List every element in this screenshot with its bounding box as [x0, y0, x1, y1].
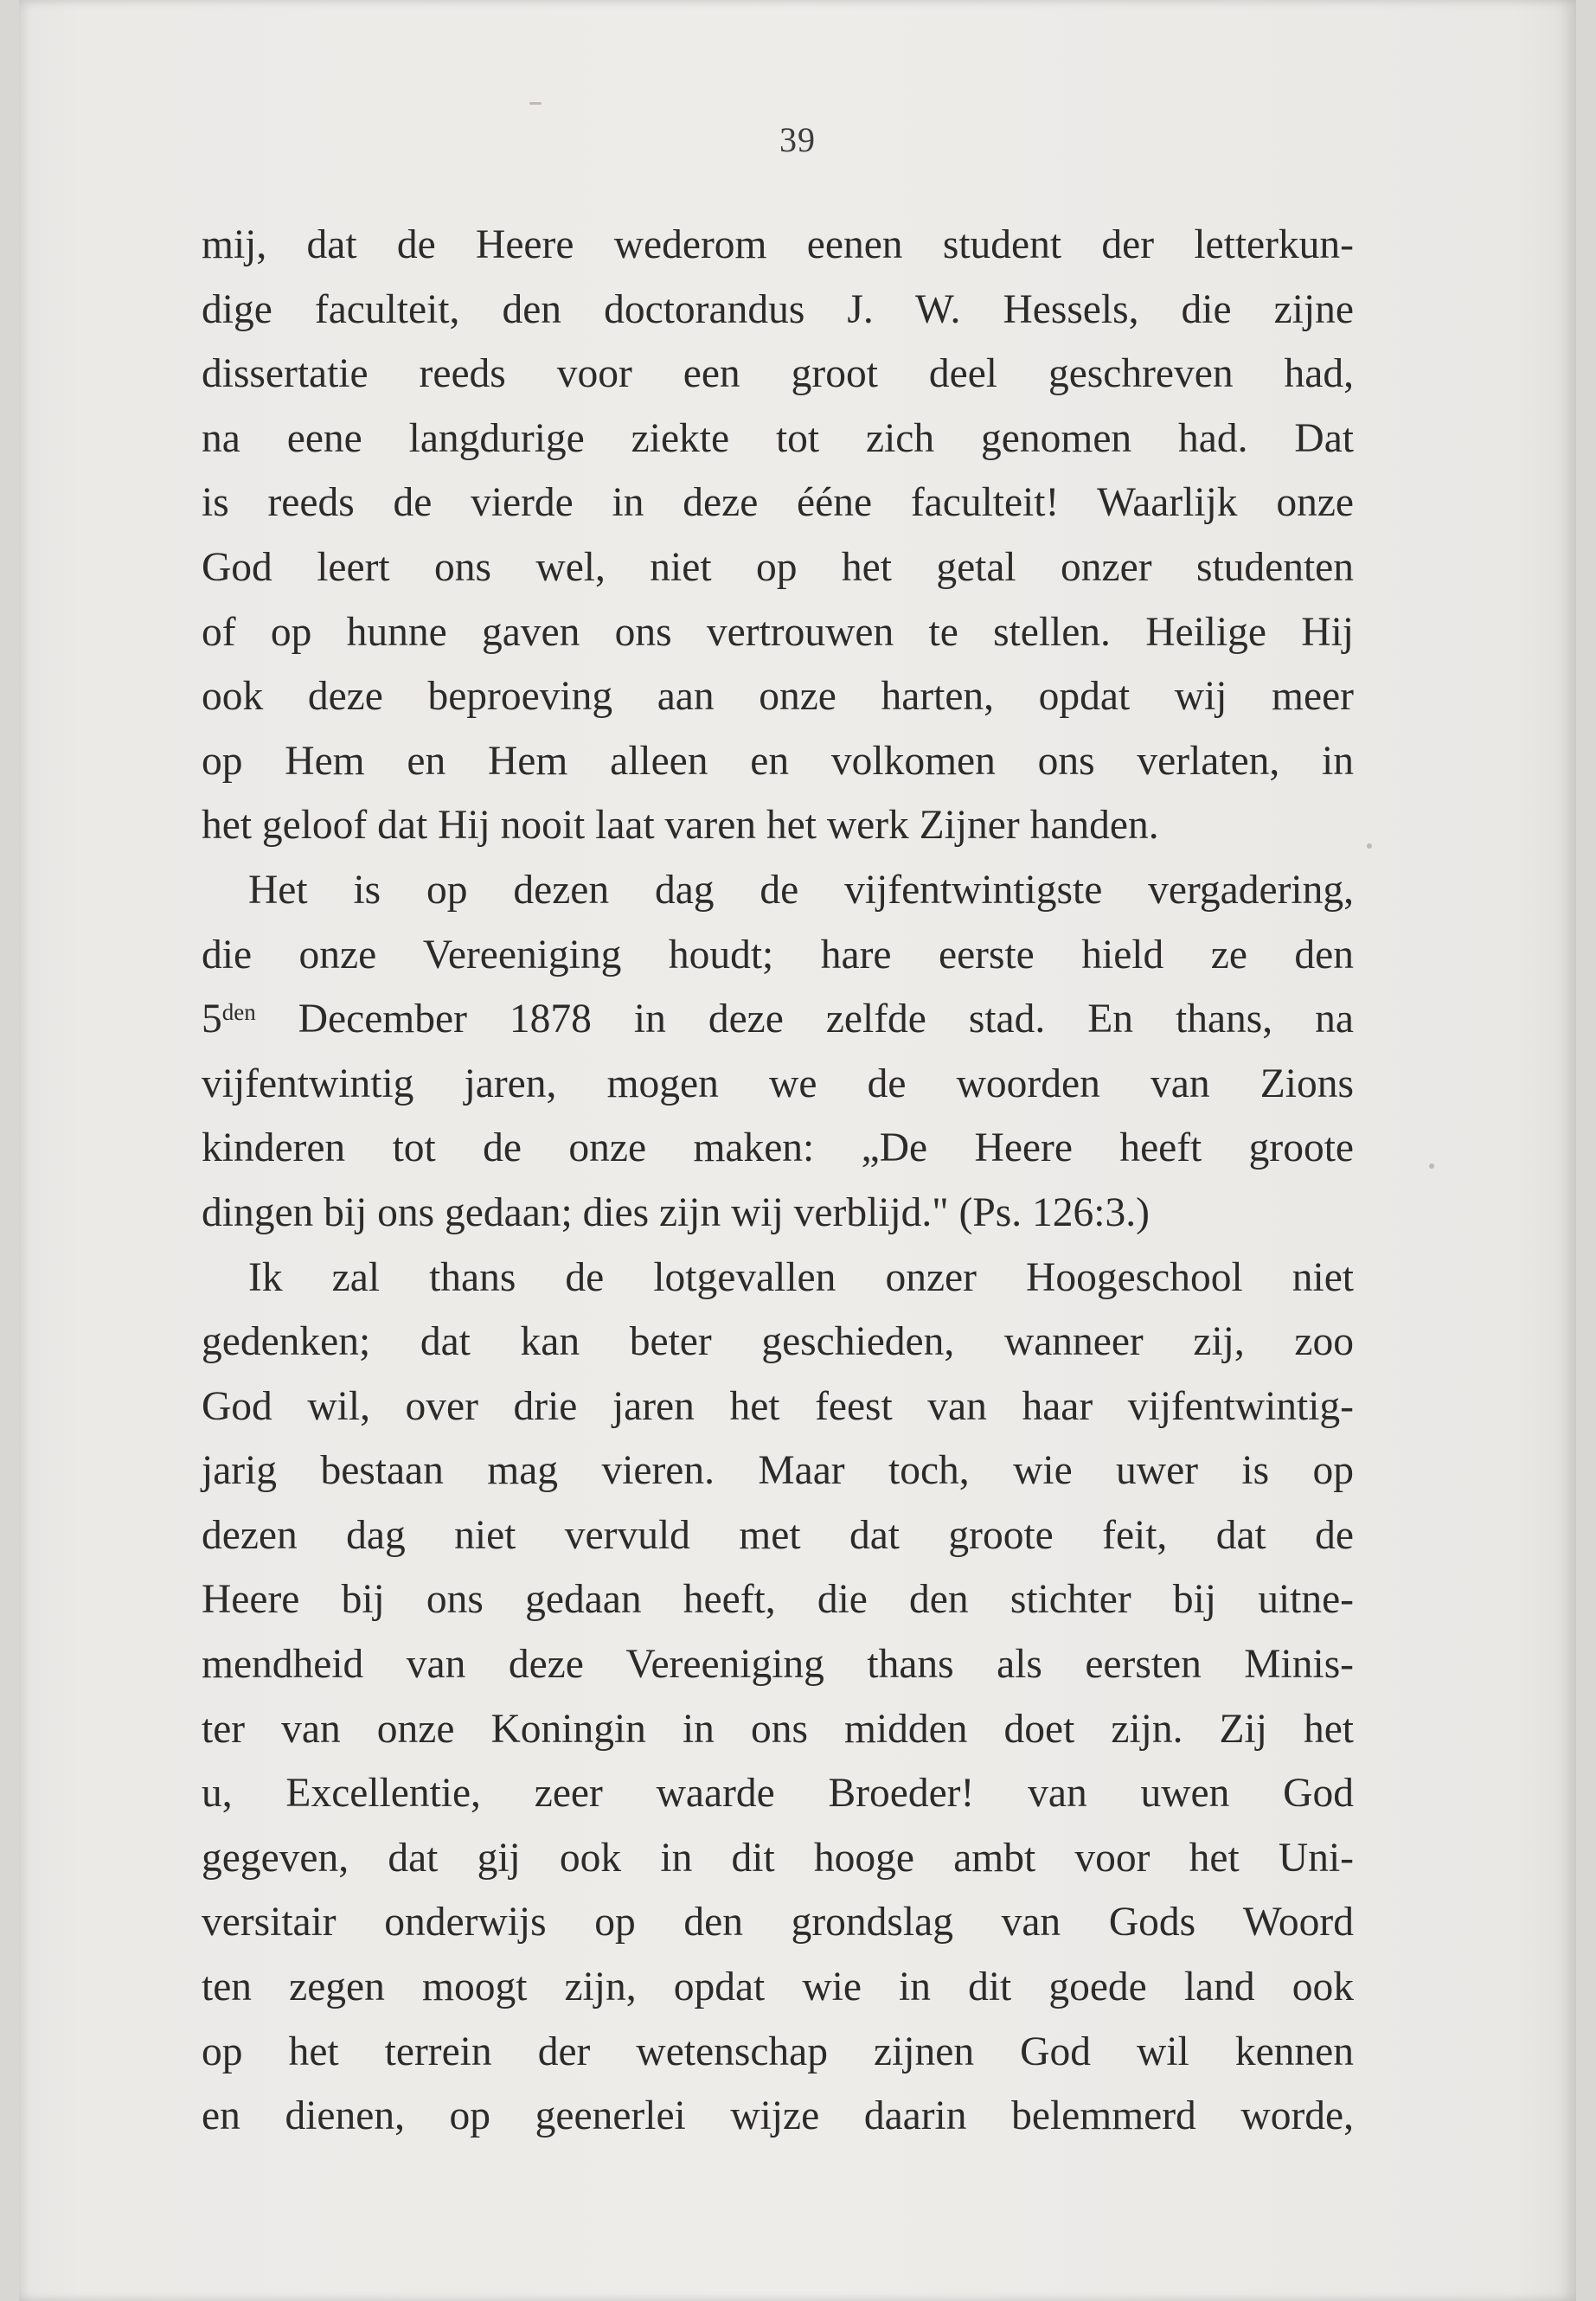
text-line: op Hem en Hem alleen en volkomen ons verlaten, in: [202, 738, 1354, 784]
text-line: jarig bestaan mag vieren. Maar toch, wie uwer is op: [202, 1448, 1354, 1494]
text-line: dingen bij ons gedaan; dies zijn wij verblijd." (Ps. 126:3.): [202, 1189, 1150, 1235]
text-line: God leert ons wel, niet op het getal onzer studenten: [202, 544, 1354, 590]
text-line: of op hunne gaven ons vertrouwen te stellen. Heilige Hij: [202, 609, 1354, 655]
date-day-number: 5: [202, 997, 222, 1042]
text-line: u, Excellentie, zeer waarde Broeder! van uwen God: [202, 1771, 1354, 1817]
text-line: mendheid van deze Vereeniging thans als eersten Minis-: [202, 1642, 1354, 1688]
text-line: gedenken; dat kan beter geschieden, wanneer zij, zoo: [202, 1319, 1354, 1365]
text-line: vijfentwintig jaren, mogen we de woorden van Zions: [202, 1061, 1354, 1106]
text-line: ter van onze Koningin in ons midden doet zijn. Zij het: [202, 1706, 1354, 1752]
text-line: ten zegen moogt zijn, opdat wie in dit goede land ook: [202, 1965, 1354, 2010]
text-line: en dienen, op geenerlei wijze daarin belemmerd worde,: [202, 2093, 1354, 2139]
text-line: God wil, over drie jaren het feest van haar vijfentwintig-: [202, 1383, 1354, 1429]
text-line: versitair onderwijs op den grondslag van Gods Woord: [202, 1900, 1354, 1945]
text-line: ook deze beproeving aan onze harten, opdat wij meer: [202, 674, 1354, 720]
body-text: [202, 213, 1354, 2149]
text-line: na eene langdurige ziekte tot zich genomen had. Dat: [202, 415, 1354, 461]
paper-speck: [1429, 1163, 1434, 1169]
paper-speck: [1367, 843, 1372, 849]
text-line: dezen dag niet vervuld met dat groote feit, dat de: [202, 1512, 1354, 1558]
paper-speck: [529, 102, 542, 105]
text-line-with-superscript: [202, 987, 1354, 1052]
text-line: mij, dat de Heere wederom eenen student der letterkun-: [202, 222, 1354, 267]
book-page: [19, 0, 1576, 2301]
text-line: dissertatie reeds voor een groot deel geschreven had,: [202, 351, 1354, 397]
text-line: Ik zal thans de lotgevallen onzer Hoogeschool niet: [248, 1254, 1354, 1300]
date-line-rest: December 1878 in deze zelfde stad. En thans, na: [298, 997, 1354, 1042]
text-line: kinderen tot de onze maken: „De Heere heeft groote: [202, 1125, 1354, 1171]
date-day-superscript: den: [221, 999, 256, 1026]
text-line: die onze Vereeniging houdt; hare eerste hield ze den: [202, 932, 1354, 977]
text-line: Het is op dezen dag de vijfentwintigste vergadering,: [248, 867, 1354, 913]
text-line: het geloof dat Hij nooit laat varen het werk Zijner handen.: [202, 803, 1159, 849]
text-line: is reeds de vierde in deze ééne faculteit! Waarlijk onze: [202, 480, 1354, 526]
text-line: op het terrein der wetenschap zijnen God wil kennen: [202, 2029, 1354, 2074]
page-number: 39: [779, 120, 816, 159]
text-line: dige faculteit, den doctorandus J. W. Hessels, die zijne: [202, 286, 1354, 332]
text-line: Heere bij ons gedaan heeft, die den stichter bij uitne-: [202, 1577, 1354, 1623]
text-line: gegeven, dat gij ook in dit hooge ambt voor het Uni-: [202, 1835, 1354, 1881]
